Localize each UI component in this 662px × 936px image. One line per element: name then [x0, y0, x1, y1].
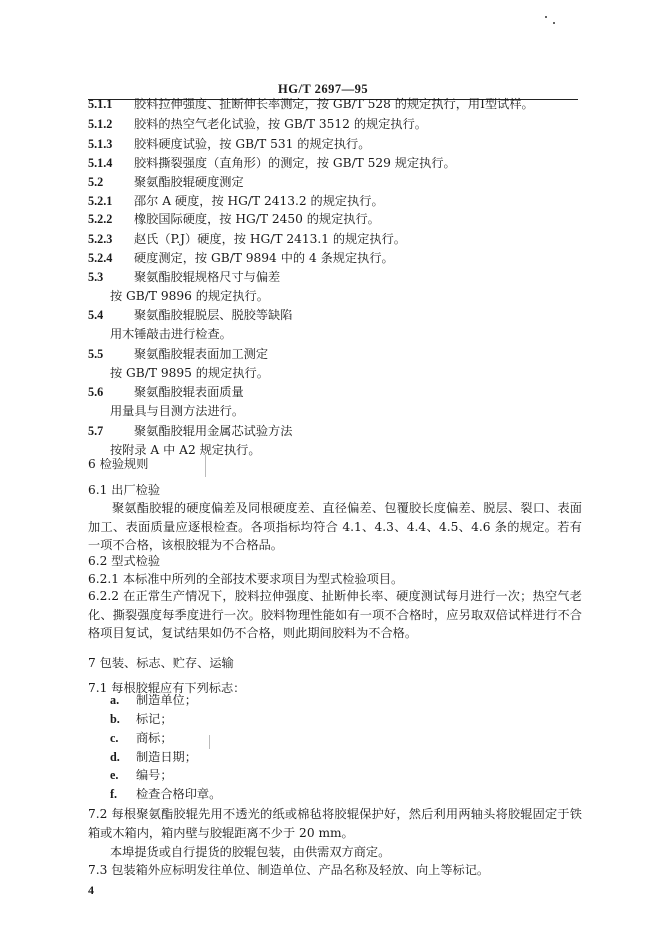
clause-text: 聚氨酯胶辊表面加工测定: [134, 347, 269, 361]
clause-line: [88, 174, 244, 190]
marking-item-key: a.: [110, 693, 120, 707]
marking-item-text: 制造单位；: [136, 693, 197, 707]
marking-item-text: 商标；: [136, 731, 173, 745]
clause-number: 5.2: [88, 175, 104, 189]
section-6-2-1: 6.2.1 本标准中所列的全部技术要求项目为型式检验项目。: [88, 572, 404, 586]
section-7-2-note: 本埠提货或自行提货的胶辊包装，由供需双方商定。: [110, 845, 391, 859]
clause-number: 5.2.1: [88, 194, 113, 208]
clause-text: 邵尔 A 硬度，按 HG/T 2413.2 的规定执行。: [134, 194, 384, 208]
clause-number: 5.2.3: [88, 232, 113, 246]
section-7-2: 7.2 每根聚氨酯胶辊先用不透光的纸或棉毡将胶辊保护好，然后利用两轴头将胶辊固定于铁箱或木箱内，箱内壁与胶辊距离不少于 20 mm。: [88, 807, 582, 840]
clause-line: [88, 250, 394, 266]
clause-text: 用木锤敲击进行检查。: [110, 327, 232, 341]
clause-text: 胶料的热空气老化试验，按 GB/T 3512 的规定执行。: [134, 117, 427, 131]
clause-text: 赵氏（P.J）硬度，按 HG/T 2413.1 的规定执行。: [134, 232, 406, 246]
clause-number: 5.2.4: [88, 251, 113, 265]
marking-item-text: 制造日期；: [136, 750, 197, 764]
clause-line: [110, 288, 269, 304]
clause-line: [88, 269, 280, 285]
clause-number: 5.5: [88, 347, 104, 361]
clause-text: 按 GB/T 9896 的规定执行。: [110, 289, 269, 303]
clause-number: 5.3: [88, 270, 104, 284]
clause-text: 橡胶国际硬度，按 HG/T 2450 的规定执行。: [134, 212, 380, 226]
marking-item-key: d.: [110, 750, 120, 764]
section-6-1-body: 聚氨酯胶辊的硬度偏差及同根硬度差、直径偏差、包覆胶长度偏差、脱层、裂口、表面加工、表面质量应逐根检查。各项指标均符合 4.1、4.3、4.4、4.5、4.6 条的规定。若有一项不合格，该根胶辊为不合格品。: [88, 501, 582, 552]
marking-item-text: 检查合格印章。: [136, 787, 222, 801]
clause-line: [88, 307, 292, 323]
clause-line: [88, 193, 384, 209]
clause-line: [88, 384, 244, 400]
clause-text: 聚氨酯胶辊表面质量: [134, 385, 244, 399]
clause-text: 聚氨酯胶辊规格尺寸与偏差: [134, 270, 281, 284]
marking-item: [110, 692, 197, 708]
section-6-title: 6 检验规则: [88, 457, 149, 471]
clause-line: [88, 96, 534, 112]
marking-item-key: e.: [110, 768, 119, 782]
clause-number: 5.7: [88, 424, 104, 438]
marking-item-key: b.: [110, 712, 120, 726]
clause-text: 胶料撕裂强度（直角形）的测定，按 GB/T 529 规定执行。: [134, 156, 456, 170]
clause-line: [88, 136, 370, 152]
clause-text: 聚氨酯胶辊用金属芯试验方法: [134, 424, 293, 438]
clause-line: [110, 326, 232, 342]
section-7-title: 7 包装、标志、贮存、运输: [88, 656, 234, 670]
marking-item-text: 编号；: [136, 768, 173, 782]
clause-text: 硬度测定，按 GB/T 9894 中的 4 条规定执行。: [134, 251, 394, 265]
scan-artifact: [205, 455, 206, 477]
section-6-2-2: 6.2.2 在正常生产情况下，胶料拉伸强度、扯断伸长率、硬度测试每月进行一次；热空气老化、撕裂强度每季度进行一次。胶料物理性能如有一项不合格时，应另取双倍试样进行不合格项目复试，复试结果如仍不合格，则此期间胶料为不合格。: [88, 589, 582, 640]
section-6-1-title: 6.1 出厂检验: [88, 483, 161, 497]
marking-item: [110, 767, 173, 783]
marking-item: [110, 711, 173, 727]
clause-text: 聚氨酯胶辊脱层、脱胶等缺陷: [134, 308, 293, 322]
marking-item-key: f.: [110, 787, 118, 801]
scan-speck: [553, 22, 555, 24]
marking-item: [110, 730, 173, 746]
page-header: HG/T 2697—95: [278, 82, 369, 96]
scan-artifact: [209, 735, 210, 749]
marking-item-text: 标记；: [136, 712, 173, 726]
clause-line: [110, 365, 269, 381]
clause-number: 5.1.2: [88, 117, 113, 131]
scan-speck: [545, 16, 547, 18]
clause-number: 5.6: [88, 385, 104, 399]
clause-text: 胶料硬度试验，按 GB/T 531 的规定执行。: [134, 137, 371, 151]
page-number: 4: [88, 883, 94, 897]
marking-item: [110, 786, 221, 802]
clause-text: 用量具与目测方法进行。: [110, 404, 245, 418]
section-7-1: 7.1 每根胶辊应有下列标志：: [88, 681, 246, 695]
marking-item: [110, 749, 197, 765]
clause-line: [88, 423, 292, 439]
clause-line: [88, 231, 406, 247]
clause-number: 5.1.4: [88, 156, 113, 170]
clause-line: [88, 346, 268, 362]
clause-number: 5.4: [88, 308, 104, 322]
marking-item-key: c.: [110, 731, 119, 745]
clause-line: [110, 403, 244, 419]
clause-number: 5.1.3: [88, 137, 113, 151]
clause-number: 5.2.2: [88, 212, 113, 226]
clause-number: 5.1.1: [88, 97, 113, 111]
clause-text: 按 GB/T 9895 的规定执行。: [110, 366, 269, 380]
clause-line: [88, 116, 427, 132]
clause-line: [88, 211, 380, 227]
clause-text: 胶料拉伸强度、扯断伸长率测定，按 GB/T 528 的规定执行，用Ⅰ型试样。: [134, 97, 534, 111]
clause-text: 聚氨酯胶辊硬度测定: [134, 175, 244, 189]
section-7-3: 7.3 包装箱外应标明发往单位、制造单位、产品名称及轻放、向上等标记。: [88, 863, 490, 877]
section-6-2-title: 6.2 型式检验: [88, 554, 161, 568]
clause-text: 按附录 A 中 A2 规定执行。: [110, 443, 261, 457]
clause-line: [88, 155, 456, 171]
